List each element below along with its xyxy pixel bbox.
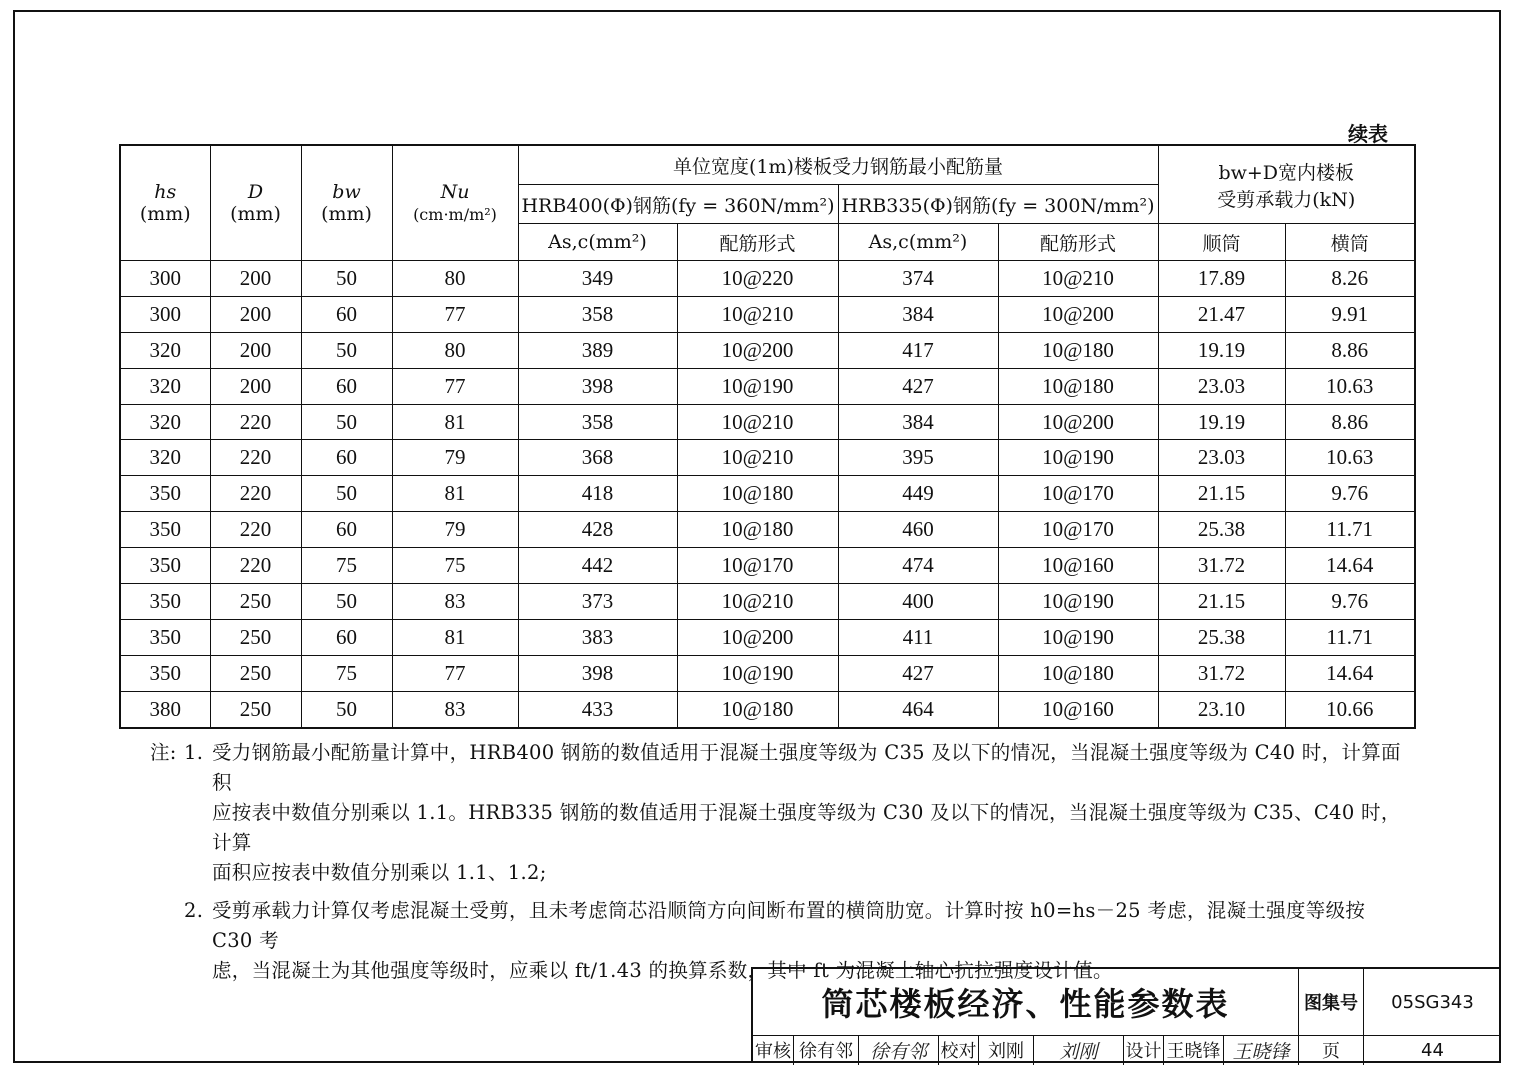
cell-bw: 50 xyxy=(301,332,392,368)
cell-as-335: 395 xyxy=(838,440,998,476)
cell-form-335: 10@160 xyxy=(998,548,1158,584)
cell-shear-shun: 25.38 xyxy=(1158,512,1285,548)
cell-shear-heng: 8.86 xyxy=(1285,404,1415,440)
table-row xyxy=(120,512,1415,548)
table-row xyxy=(120,404,1415,440)
cell-as-400: 389 xyxy=(518,332,677,368)
cell-nu: 80 xyxy=(392,261,518,297)
table-row xyxy=(120,261,1415,297)
cell-form-400: 10@210 xyxy=(677,296,838,332)
table-row xyxy=(120,332,1415,368)
cell-form-335: 10@190 xyxy=(998,619,1158,655)
cell-form-400: 10@180 xyxy=(677,512,838,548)
header-heng-tong: 横筒 xyxy=(1285,224,1415,261)
designer-signature: 王晓锋 xyxy=(1223,1035,1298,1065)
cell-shear-heng: 11.71 xyxy=(1285,619,1415,655)
table-row xyxy=(120,584,1415,620)
cell-d: 250 xyxy=(210,584,301,620)
cell-shear-heng: 10.63 xyxy=(1285,440,1415,476)
cell-nu: 79 xyxy=(392,440,518,476)
reviewer-name: 徐有邻 xyxy=(793,1035,858,1065)
cell-form-400: 10@190 xyxy=(677,655,838,691)
cell-shear-heng: 14.64 xyxy=(1285,655,1415,691)
cell-shear-shun: 25.38 xyxy=(1158,619,1285,655)
cell-hs: 350 xyxy=(120,548,210,584)
cell-as-400: 358 xyxy=(518,404,677,440)
cell-nu: 81 xyxy=(392,619,518,655)
cell-hs: 350 xyxy=(120,655,210,691)
cell-shear-heng: 10.66 xyxy=(1285,691,1415,727)
cell-shear-shun: 23.03 xyxy=(1158,368,1285,404)
cell-as-400: 358 xyxy=(518,296,677,332)
header-form-400: 配筋形式 xyxy=(677,224,838,261)
note-1-text-1: 受力钢筋最小配筋量计算中，HRB400 钢筋的数值适用于混凝土强度等级为 C35 及以下的情况，当混凝土强度等级为 C40 时，计算面积 xyxy=(212,741,1401,794)
cell-d: 220 xyxy=(210,404,301,440)
cell-form-400: 10@180 xyxy=(677,691,838,727)
cell-form-335: 10@180 xyxy=(998,655,1158,691)
cell-d: 200 xyxy=(210,368,301,404)
header-hs xyxy=(120,145,210,261)
cell-hs: 350 xyxy=(120,476,210,512)
cell-as-335: 449 xyxy=(838,476,998,512)
cell-as-400: 442 xyxy=(518,548,677,584)
cell-form-400: 10@200 xyxy=(677,619,838,655)
cell-shear-shun: 21.47 xyxy=(1158,296,1285,332)
header-shear-capacity xyxy=(1158,145,1415,224)
cell-bw: 50 xyxy=(301,261,392,297)
cell-as-335: 400 xyxy=(838,584,998,620)
header-nu xyxy=(392,145,518,261)
cell-as-335: 384 xyxy=(838,296,998,332)
cell-form-335: 10@170 xyxy=(998,512,1158,548)
cell-as-335: 417 xyxy=(838,332,998,368)
design-label: 设计 xyxy=(1123,1035,1163,1065)
header-hrb335: HRB335(Φ)钢筋(fy = 300N/mm²) xyxy=(838,185,1158,224)
cell-form-335: 10@180 xyxy=(998,368,1158,404)
cell-form-400: 10@170 xyxy=(677,548,838,584)
cell-form-400: 10@210 xyxy=(677,404,838,440)
cell-as-335: 464 xyxy=(838,691,998,727)
cell-form-335: 10@200 xyxy=(998,404,1158,440)
note-1-line-1 xyxy=(150,738,1410,798)
header-d-symbol: D xyxy=(247,181,264,203)
cell-as-335: 427 xyxy=(838,655,998,691)
cell-hs: 320 xyxy=(120,404,210,440)
cell-bw: 60 xyxy=(301,440,392,476)
cell-d: 220 xyxy=(210,548,301,584)
cell-d: 200 xyxy=(210,332,301,368)
cell-nu: 77 xyxy=(392,655,518,691)
cell-bw: 75 xyxy=(301,655,392,691)
cell-hs: 320 xyxy=(120,368,210,404)
cell-as-400: 433 xyxy=(518,691,677,727)
header-bw-symbol: bw xyxy=(332,181,361,203)
review-label: 审核 xyxy=(755,1041,791,1062)
cell-shear-shun: 23.10 xyxy=(1158,691,1285,727)
cell-hs: 350 xyxy=(120,584,210,620)
cell-form-400: 10@200 xyxy=(677,332,838,368)
cell-d: 220 xyxy=(210,476,301,512)
cell-form-335: 10@180 xyxy=(998,332,1158,368)
cell-nu: 81 xyxy=(392,476,518,512)
cell-shear-shun: 21.15 xyxy=(1158,584,1285,620)
note-1-text-3: 面积应按表中数值分别乘以 1.1、1.2; xyxy=(212,861,547,884)
cell-shear-shun: 21.15 xyxy=(1158,476,1285,512)
cell-shear-heng: 10.63 xyxy=(1285,368,1415,404)
cell-hs: 320 xyxy=(120,332,210,368)
cell-d: 220 xyxy=(210,440,301,476)
cell-d: 250 xyxy=(210,655,301,691)
cell-as-400: 373 xyxy=(518,584,677,620)
header-d-unit: (mm) xyxy=(230,203,281,225)
cell-nu: 83 xyxy=(392,584,518,620)
cell-d: 200 xyxy=(210,261,301,297)
cell-form-335: 10@170 xyxy=(998,476,1158,512)
cell-as-400: 398 xyxy=(518,655,677,691)
cell-bw: 60 xyxy=(301,296,392,332)
header-nu-unit: (cm·m/m²) xyxy=(413,205,497,224)
note-2-line-1 xyxy=(150,896,1410,956)
cell-as-335: 374 xyxy=(838,261,998,297)
cell-shear-shun: 23.03 xyxy=(1158,440,1285,476)
cell-nu: 77 xyxy=(392,296,518,332)
table-row xyxy=(120,691,1415,727)
cell-form-400: 10@220 xyxy=(677,261,838,297)
cell-bw: 60 xyxy=(301,512,392,548)
header-shear-line2: 受剪承载力(kN) xyxy=(1217,188,1356,211)
note-2-text-1: 受剪承载力计算仅考虑混凝土受剪，且未考虑筒芯沿顺筒方向间断布置的横筒肋宽。计算时按 h0=hs－25 考虑，混凝土强度等级按 C30 考 xyxy=(212,899,1366,952)
cell-bw: 50 xyxy=(301,584,392,620)
cell-as-335: 460 xyxy=(838,512,998,548)
header-hs-unit: (mm) xyxy=(139,203,191,225)
checker-signature: 刘刚 xyxy=(1033,1035,1123,1065)
atlas-number: 05SG343 xyxy=(1363,969,1501,1035)
header-d xyxy=(210,145,301,261)
cell-hs: 350 xyxy=(120,512,210,548)
cell-hs: 320 xyxy=(120,440,210,476)
cell-shear-heng: 9.76 xyxy=(1285,584,1415,620)
notes-section xyxy=(150,738,1410,986)
cell-shear-heng: 14.64 xyxy=(1285,548,1415,584)
cell-as-335: 411 xyxy=(838,619,998,655)
header-shun-tong: 顺筒 xyxy=(1158,224,1285,261)
checker-name: 刘刚 xyxy=(978,1035,1033,1065)
cell-hs: 380 xyxy=(120,691,210,727)
cell-bw: 75 xyxy=(301,548,392,584)
note-1-line-2 xyxy=(150,798,1410,858)
page-number: 44 xyxy=(1363,1035,1501,1065)
continued-table-label: 续表 xyxy=(1348,122,1388,146)
cell-as-400: 398 xyxy=(518,368,677,404)
header-as-400: As,c(mm²) xyxy=(518,224,677,261)
note-1-line-3 xyxy=(150,858,1410,888)
cell-form-335: 10@190 xyxy=(998,440,1158,476)
cell-hs: 300 xyxy=(120,296,210,332)
header-min-reinforcement: 单位宽度(1m)楼板受力钢筋最小配筋量 xyxy=(518,145,1158,185)
cell-nu: 79 xyxy=(392,512,518,548)
cell-shear-shun: 17.89 xyxy=(1158,261,1285,297)
cell-shear-shun: 19.19 xyxy=(1158,332,1285,368)
cell-as-335: 384 xyxy=(838,404,998,440)
cell-d: 220 xyxy=(210,512,301,548)
header-as-335: As,c(mm²) xyxy=(838,224,998,261)
note-1-number: 1. xyxy=(184,741,204,764)
cell-form-400: 10@210 xyxy=(677,584,838,620)
reviewer-signature: 徐有邻 xyxy=(858,1035,938,1065)
cell-form-335: 10@190 xyxy=(998,584,1158,620)
title-block xyxy=(751,967,1501,1063)
table-row xyxy=(120,440,1415,476)
cell-nu: 75 xyxy=(392,548,518,584)
cell-d: 250 xyxy=(210,619,301,655)
cell-form-400: 10@190 xyxy=(677,368,838,404)
page-label: 页 xyxy=(1298,1035,1363,1065)
cell-form-335: 10@160 xyxy=(998,691,1158,727)
cell-bw: 60 xyxy=(301,619,392,655)
note-2-text-2: 虑，当混凝土为其他强度等级时，应乘以 ft/1.43 的换算系数，其中 ft 为混凝土轴心抗拉强度设计值。 xyxy=(212,959,1113,982)
cell-as-400: 383 xyxy=(518,619,677,655)
table-row xyxy=(120,368,1415,404)
cell-bw: 50 xyxy=(301,476,392,512)
notes-prefix: 注: xyxy=(150,741,177,764)
cell-as-400: 349 xyxy=(518,261,677,297)
cell-d: 200 xyxy=(210,296,301,332)
header-bw-unit: (mm) xyxy=(321,203,372,225)
designer-name: 王晓锋 xyxy=(1163,1035,1223,1065)
table-row xyxy=(120,655,1415,691)
cell-shear-heng: 11.71 xyxy=(1285,512,1415,548)
cell-nu: 83 xyxy=(392,691,518,727)
cell-shear-heng: 8.26 xyxy=(1285,261,1415,297)
cell-as-400: 418 xyxy=(518,476,677,512)
cell-as-335: 427 xyxy=(838,368,998,404)
cell-nu: 81 xyxy=(392,404,518,440)
header-shear-line1: bw+D宽内楼板 xyxy=(1218,161,1355,184)
drawing-title: 筒芯楼板经济、性能参数表 xyxy=(821,985,1230,1023)
cell-as-400: 428 xyxy=(518,512,677,548)
cell-shear-shun: 19.19 xyxy=(1158,404,1285,440)
cell-shear-heng: 8.86 xyxy=(1285,332,1415,368)
parameter-table xyxy=(119,144,1416,729)
table-row xyxy=(120,476,1415,512)
cell-bw: 60 xyxy=(301,368,392,404)
cell-nu: 77 xyxy=(392,368,518,404)
header-hs-symbol: hs xyxy=(154,181,177,203)
cell-form-335: 10@200 xyxy=(998,296,1158,332)
cell-form-400: 10@210 xyxy=(677,440,838,476)
header-form-335: 配筋形式 xyxy=(998,224,1158,261)
table-row xyxy=(120,619,1415,655)
note-1-text-2: 应按表中数值分别乘以 1.1。HRB335 钢筋的数值适用于混凝土强度等级为 C30 及以下的情况，当混凝土强度等级为 C35、C40 时，计算 xyxy=(212,801,1401,854)
cell-hs: 350 xyxy=(120,619,210,655)
header-hrb400: HRB400(Φ)钢筋(fy = 360N/mm²) xyxy=(518,185,838,224)
cell-bw: 50 xyxy=(301,404,392,440)
atlas-number-label: 图集号 xyxy=(1298,969,1363,1035)
cell-as-400: 368 xyxy=(518,440,677,476)
header-nu-symbol: Nu xyxy=(440,181,470,203)
cell-shear-shun: 31.72 xyxy=(1158,548,1285,584)
cell-form-335: 10@210 xyxy=(998,261,1158,297)
note-2-number: 2. xyxy=(184,899,204,922)
cell-shear-heng: 9.91 xyxy=(1285,296,1415,332)
cell-as-335: 474 xyxy=(838,548,998,584)
check-label: 校对 xyxy=(938,1035,978,1065)
header-bw xyxy=(301,145,392,261)
cell-hs: 300 xyxy=(120,261,210,297)
cell-bw: 50 xyxy=(301,691,392,727)
table-row xyxy=(120,296,1415,332)
cell-d: 250 xyxy=(210,691,301,727)
table-body xyxy=(120,261,1415,728)
table-row xyxy=(120,548,1415,584)
cell-form-400: 10@180 xyxy=(677,476,838,512)
cell-nu: 80 xyxy=(392,332,518,368)
cell-shear-heng: 9.76 xyxy=(1285,476,1415,512)
cell-shear-shun: 31.72 xyxy=(1158,655,1285,691)
